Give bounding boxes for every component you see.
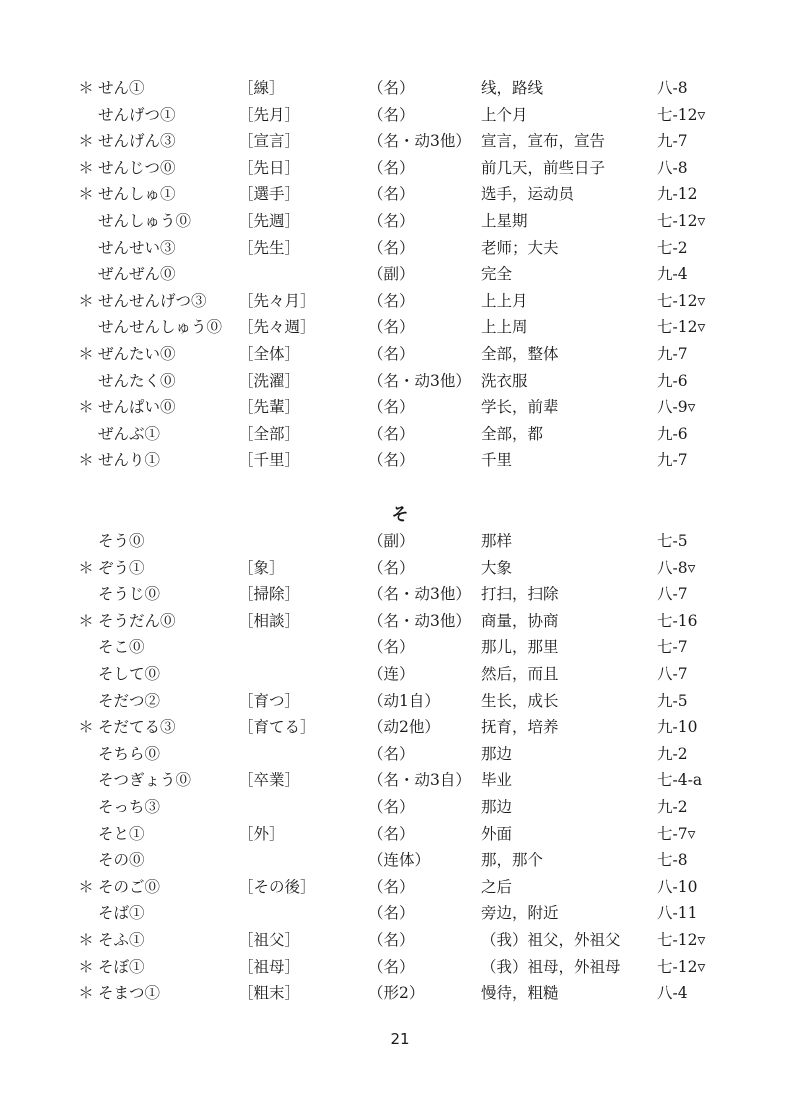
- entry-kana: そと①: [98, 824, 145, 843]
- entry-kanji: ［卒業］: [238, 771, 301, 790]
- entry-pos: （名）: [368, 451, 415, 470]
- entry-row: [0, 688, 800, 715]
- entry-kana: そうじ⓪: [98, 585, 161, 604]
- entry-meaning: 全部，都: [481, 424, 544, 443]
- entry-row: [0, 767, 800, 794]
- entry-meaning: 大象: [481, 558, 513, 577]
- entry-lesson: 七-2: [657, 238, 688, 257]
- entry-meaning: 之后: [481, 877, 513, 896]
- entry-lesson: 八-4: [657, 984, 688, 1003]
- entry-meaning: 那边: [481, 797, 513, 816]
- entry-meaning: 上星期: [481, 211, 528, 230]
- entry-kana: そまつ①: [98, 984, 161, 1003]
- entry-kanji: ［育てる］: [238, 718, 316, 737]
- entry-lesson: 八-8: [657, 79, 688, 97]
- entry-row: [0, 821, 800, 848]
- entry-pos: （名）: [368, 558, 415, 577]
- entry-row: [0, 314, 800, 341]
- entry-pos: （名）: [368, 291, 415, 310]
- entry-kana: そこ⓪: [98, 638, 145, 657]
- entry-pos: （名）: [368, 638, 415, 657]
- entry-star: ＊: [78, 558, 94, 577]
- entry-kana: そっち③: [98, 797, 161, 816]
- entry-star: ＊: [78, 185, 94, 204]
- entry-kanji: ［先輩］: [238, 398, 301, 417]
- entry-pos: （动1自）: [368, 691, 440, 710]
- entry-lesson: 七-12▿: [657, 318, 706, 337]
- entry-row: [0, 181, 800, 208]
- entry-lesson: 八-7: [657, 585, 688, 604]
- entry-meaning: 打扫，扫除: [481, 585, 559, 604]
- entry-star: ＊: [78, 158, 94, 177]
- entry-lesson: 七-4-a: [657, 771, 703, 790]
- entry-lesson: 七-12▿: [657, 291, 706, 310]
- entry-meaning: 上上周: [481, 318, 528, 337]
- entry-kanji: ［相談］: [238, 611, 301, 630]
- entry-row: [0, 447, 800, 474]
- entry-pos: （副）: [368, 532, 415, 550]
- entry-row: [0, 528, 800, 555]
- section-so-entries: [0, 528, 800, 1007]
- entry-pos: （名）: [368, 238, 415, 257]
- entry-pos: （名）: [368, 424, 415, 443]
- entry-row: [0, 235, 800, 262]
- entry-kana: そば①: [98, 904, 145, 923]
- page-number: 21: [390, 1030, 410, 1048]
- entry-kana: せんげつ①: [98, 105, 176, 124]
- entry-meaning: 外面: [481, 824, 513, 843]
- entry-kanji: ［粗末］: [238, 984, 301, 1003]
- entry-meaning: 旁边，附近: [481, 904, 559, 923]
- entry-pos: （名）: [368, 158, 415, 177]
- entry-pos: （名）: [368, 744, 415, 763]
- entry-row: [0, 208, 800, 235]
- entry-kana: せんたく⓪: [98, 371, 176, 390]
- entry-lesson: 九-12: [657, 185, 698, 204]
- entry-row: [0, 980, 800, 1007]
- entry-pos: （形2）: [368, 984, 425, 1003]
- entry-kana: せんり①: [98, 451, 161, 470]
- entry-meaning: 上个月: [481, 105, 528, 124]
- entry-lesson: 八-11: [657, 904, 698, 923]
- entry-kana: せん①: [98, 79, 145, 97]
- entry-row: [0, 741, 800, 768]
- entry-pos: （动2他）: [368, 718, 440, 737]
- entry-star: ＊: [78, 957, 94, 976]
- entry-row: [0, 874, 800, 901]
- entry-row: [0, 634, 800, 661]
- entry-kana: ぜんぶ①: [98, 424, 161, 443]
- entry-lesson: 九-5: [657, 691, 688, 710]
- entry-lesson: 七-12▿: [657, 211, 706, 230]
- entry-pos: （名）: [368, 797, 415, 816]
- entry-pos: （名）: [368, 211, 415, 230]
- entry-kanji: ［全部］: [238, 424, 301, 443]
- entry-meaning: 生长，成长: [481, 691, 559, 710]
- entry-kana: そちら⓪: [98, 744, 161, 763]
- entry-row: [0, 421, 800, 448]
- entry-star: ＊: [78, 79, 94, 97]
- entry-kana: ぜんたい⓪: [98, 344, 176, 363]
- entry-star: ＊: [78, 930, 94, 949]
- entry-lesson: 九-2: [657, 797, 688, 816]
- entry-pos: （名）: [368, 824, 415, 843]
- entry-star: ＊: [78, 984, 94, 1003]
- entry-pos: （名）: [368, 344, 415, 363]
- entry-row: [0, 954, 800, 981]
- entry-row: [0, 102, 800, 129]
- entry-pos: （名・动3他）: [368, 371, 471, 390]
- entry-kana: そうだん⓪: [98, 611, 176, 630]
- entry-kanji: ［選手］: [238, 185, 301, 204]
- entry-meaning: 毕业: [481, 771, 513, 790]
- entry-pos: （名）: [368, 318, 415, 337]
- entry-row: [0, 261, 800, 288]
- entry-meaning: 线，路线: [481, 79, 544, 97]
- entry-kanji: ［千里］: [238, 451, 301, 470]
- entry-meaning: 那边: [481, 744, 513, 763]
- entry-meaning: （我）祖母，外祖母: [481, 957, 621, 976]
- entry-kanji: ［先々月］: [238, 291, 316, 310]
- entry-pos: （连体）: [368, 851, 431, 870]
- entry-lesson: 七-7: [657, 638, 688, 657]
- entry-row: [0, 900, 800, 927]
- entry-kanji: ［先週］: [238, 211, 301, 230]
- entry-row: [0, 714, 800, 741]
- entry-kana: せんしゅ①: [98, 185, 176, 204]
- entry-star: ＊: [78, 132, 94, 151]
- entry-row: [0, 128, 800, 155]
- entry-kanji: ［祖父］: [238, 930, 301, 949]
- entry-kana: せんせんげつ③: [98, 291, 207, 310]
- entry-kana: そぼ①: [98, 957, 145, 976]
- entry-pos: （名）: [368, 79, 415, 97]
- entry-kanji: ［育つ］: [238, 691, 301, 710]
- entry-kana: そだてる③: [98, 718, 176, 737]
- entry-lesson: 九-7: [657, 132, 688, 151]
- entry-kanji: ［線］: [238, 79, 285, 97]
- entry-lesson: 七-5: [657, 532, 688, 550]
- entry-meaning: 宣言，宣布，宣告: [481, 132, 606, 151]
- entry-kanji: ［外］: [238, 824, 285, 843]
- entry-kana: せんせい③: [98, 238, 176, 257]
- entry-meaning: 完全: [481, 265, 513, 284]
- entry-pos: （名）: [368, 930, 415, 949]
- entry-meaning: 老师；大夫: [481, 238, 559, 257]
- entry-star: ＊: [78, 877, 94, 896]
- entry-meaning: 前几天，前些日子: [481, 158, 606, 177]
- entry-lesson: 八-8: [657, 158, 688, 177]
- entry-star: ＊: [78, 451, 94, 470]
- entry-pos: （名・动3自）: [368, 771, 471, 790]
- entry-row: [0, 927, 800, 954]
- entry-pos: （名）: [368, 398, 415, 417]
- entry-row: [0, 847, 800, 874]
- entry-kanji: ［先々週］: [238, 318, 316, 337]
- entry-row: [0, 794, 800, 821]
- entry-pos: （名）: [368, 105, 415, 124]
- entry-kana: その⓪: [98, 851, 145, 870]
- entry-kanji: ［全体］: [238, 344, 301, 363]
- entry-meaning: 洗衣服: [481, 371, 528, 390]
- entry-meaning: 选手，运动员: [481, 185, 575, 204]
- entry-kanji: ［宣言］: [238, 132, 301, 151]
- entry-meaning: 学长，前辈: [481, 398, 559, 417]
- entry-lesson: 八-9▿: [657, 398, 696, 417]
- entry-pos: （名・动3他）: [368, 611, 471, 630]
- entry-meaning: 商量，协商: [481, 611, 559, 630]
- entry-pos: （副）: [368, 265, 415, 284]
- entry-meaning: 那儿，那里: [481, 638, 559, 657]
- entry-row: [0, 555, 800, 582]
- entry-kanji: ［先生］: [238, 238, 301, 257]
- entry-pos: （名）: [368, 877, 415, 896]
- entry-kanji: ［祖母］: [238, 957, 301, 976]
- entry-lesson: 七-8: [657, 851, 688, 870]
- entry-lesson: 七-12▿: [657, 930, 706, 949]
- entry-row: [0, 661, 800, 688]
- entry-kana: そだつ②: [98, 691, 161, 710]
- entry-kana: ぜんぜん⓪: [98, 265, 176, 284]
- entry-star: ＊: [78, 344, 94, 363]
- entry-star: ＊: [78, 611, 94, 630]
- entry-star: ＊: [78, 718, 94, 737]
- entry-meaning: 全部，整体: [481, 344, 559, 363]
- entry-pos: （名）: [368, 185, 415, 204]
- entry-row: [0, 394, 800, 421]
- entry-meaning: 然后，而且: [481, 664, 559, 683]
- entry-kanji: ［洗濯］: [238, 371, 301, 390]
- entry-pos: （连）: [368, 664, 415, 683]
- entry-lesson: 七-16: [657, 611, 698, 630]
- entry-kanji: ［先日］: [238, 158, 301, 177]
- entry-lesson: 七-12▿: [657, 105, 706, 124]
- entry-kanji: ［象］: [238, 558, 285, 577]
- entry-meaning: 千里: [481, 451, 513, 470]
- entry-meaning: 那，那个: [481, 851, 544, 870]
- entry-kana: そふ①: [98, 930, 145, 949]
- entry-row: [0, 341, 800, 368]
- entry-meaning: 那样: [481, 532, 513, 550]
- section-heading-so: そ: [391, 505, 409, 525]
- entry-kana: ぞう①: [98, 558, 145, 577]
- entry-lesson: 八-7: [657, 664, 688, 683]
- entry-kana: そして⓪: [98, 664, 161, 683]
- entry-kana: せんせんしゅう⓪: [98, 318, 223, 337]
- entry-row: [0, 155, 800, 182]
- entry-row: [0, 75, 800, 102]
- entry-lesson: 七-12▿: [657, 957, 706, 976]
- entry-meaning: 上上月: [481, 291, 528, 310]
- entry-lesson: 七-7▿: [657, 824, 696, 843]
- entry-kana: せんじつ⓪: [98, 158, 176, 177]
- entry-kana: そつぎょう⓪: [98, 771, 192, 790]
- entry-lesson: 九-6: [657, 371, 688, 390]
- entry-meaning: （我）祖父，外祖父: [481, 930, 621, 949]
- entry-star: ＊: [78, 398, 94, 417]
- entry-pos: （名・动3他）: [368, 585, 471, 604]
- entry-kana: せんぱい⓪: [98, 398, 176, 417]
- entry-star: ＊: [78, 291, 94, 310]
- entry-kana: せんしゅう⓪: [98, 211, 192, 230]
- entry-kana: そのご⓪: [98, 877, 161, 896]
- entry-row: [0, 581, 800, 608]
- entry-meaning: 慢待，粗糙: [481, 984, 559, 1003]
- section-se-entries: [0, 75, 800, 474]
- entry-lesson: 九-7: [657, 451, 688, 470]
- entry-row: [0, 608, 800, 635]
- entry-pos: （名）: [368, 904, 415, 923]
- entry-meaning: 抚育，培养: [481, 718, 559, 737]
- entry-lesson: 九-2: [657, 744, 688, 763]
- entry-kana: そう⓪: [98, 532, 145, 550]
- entry-pos: （名）: [368, 957, 415, 976]
- entry-lesson: 九-6: [657, 424, 688, 443]
- entry-kanji: ［その後］: [238, 877, 316, 896]
- entry-row: [0, 288, 800, 315]
- entry-kanji: ［先月］: [238, 105, 301, 124]
- entry-lesson: 八-10: [657, 877, 698, 896]
- entry-kana: せんげん③: [98, 132, 176, 151]
- entry-lesson: 八-8▿: [657, 558, 696, 577]
- entry-lesson: 九-4: [657, 265, 688, 284]
- entry-row: [0, 368, 800, 395]
- entry-kanji: ［掃除］: [238, 585, 301, 604]
- entry-pos: （名・动3他）: [368, 132, 471, 151]
- entry-lesson: 九-10: [657, 718, 698, 737]
- entry-lesson: 九-7: [657, 344, 688, 363]
